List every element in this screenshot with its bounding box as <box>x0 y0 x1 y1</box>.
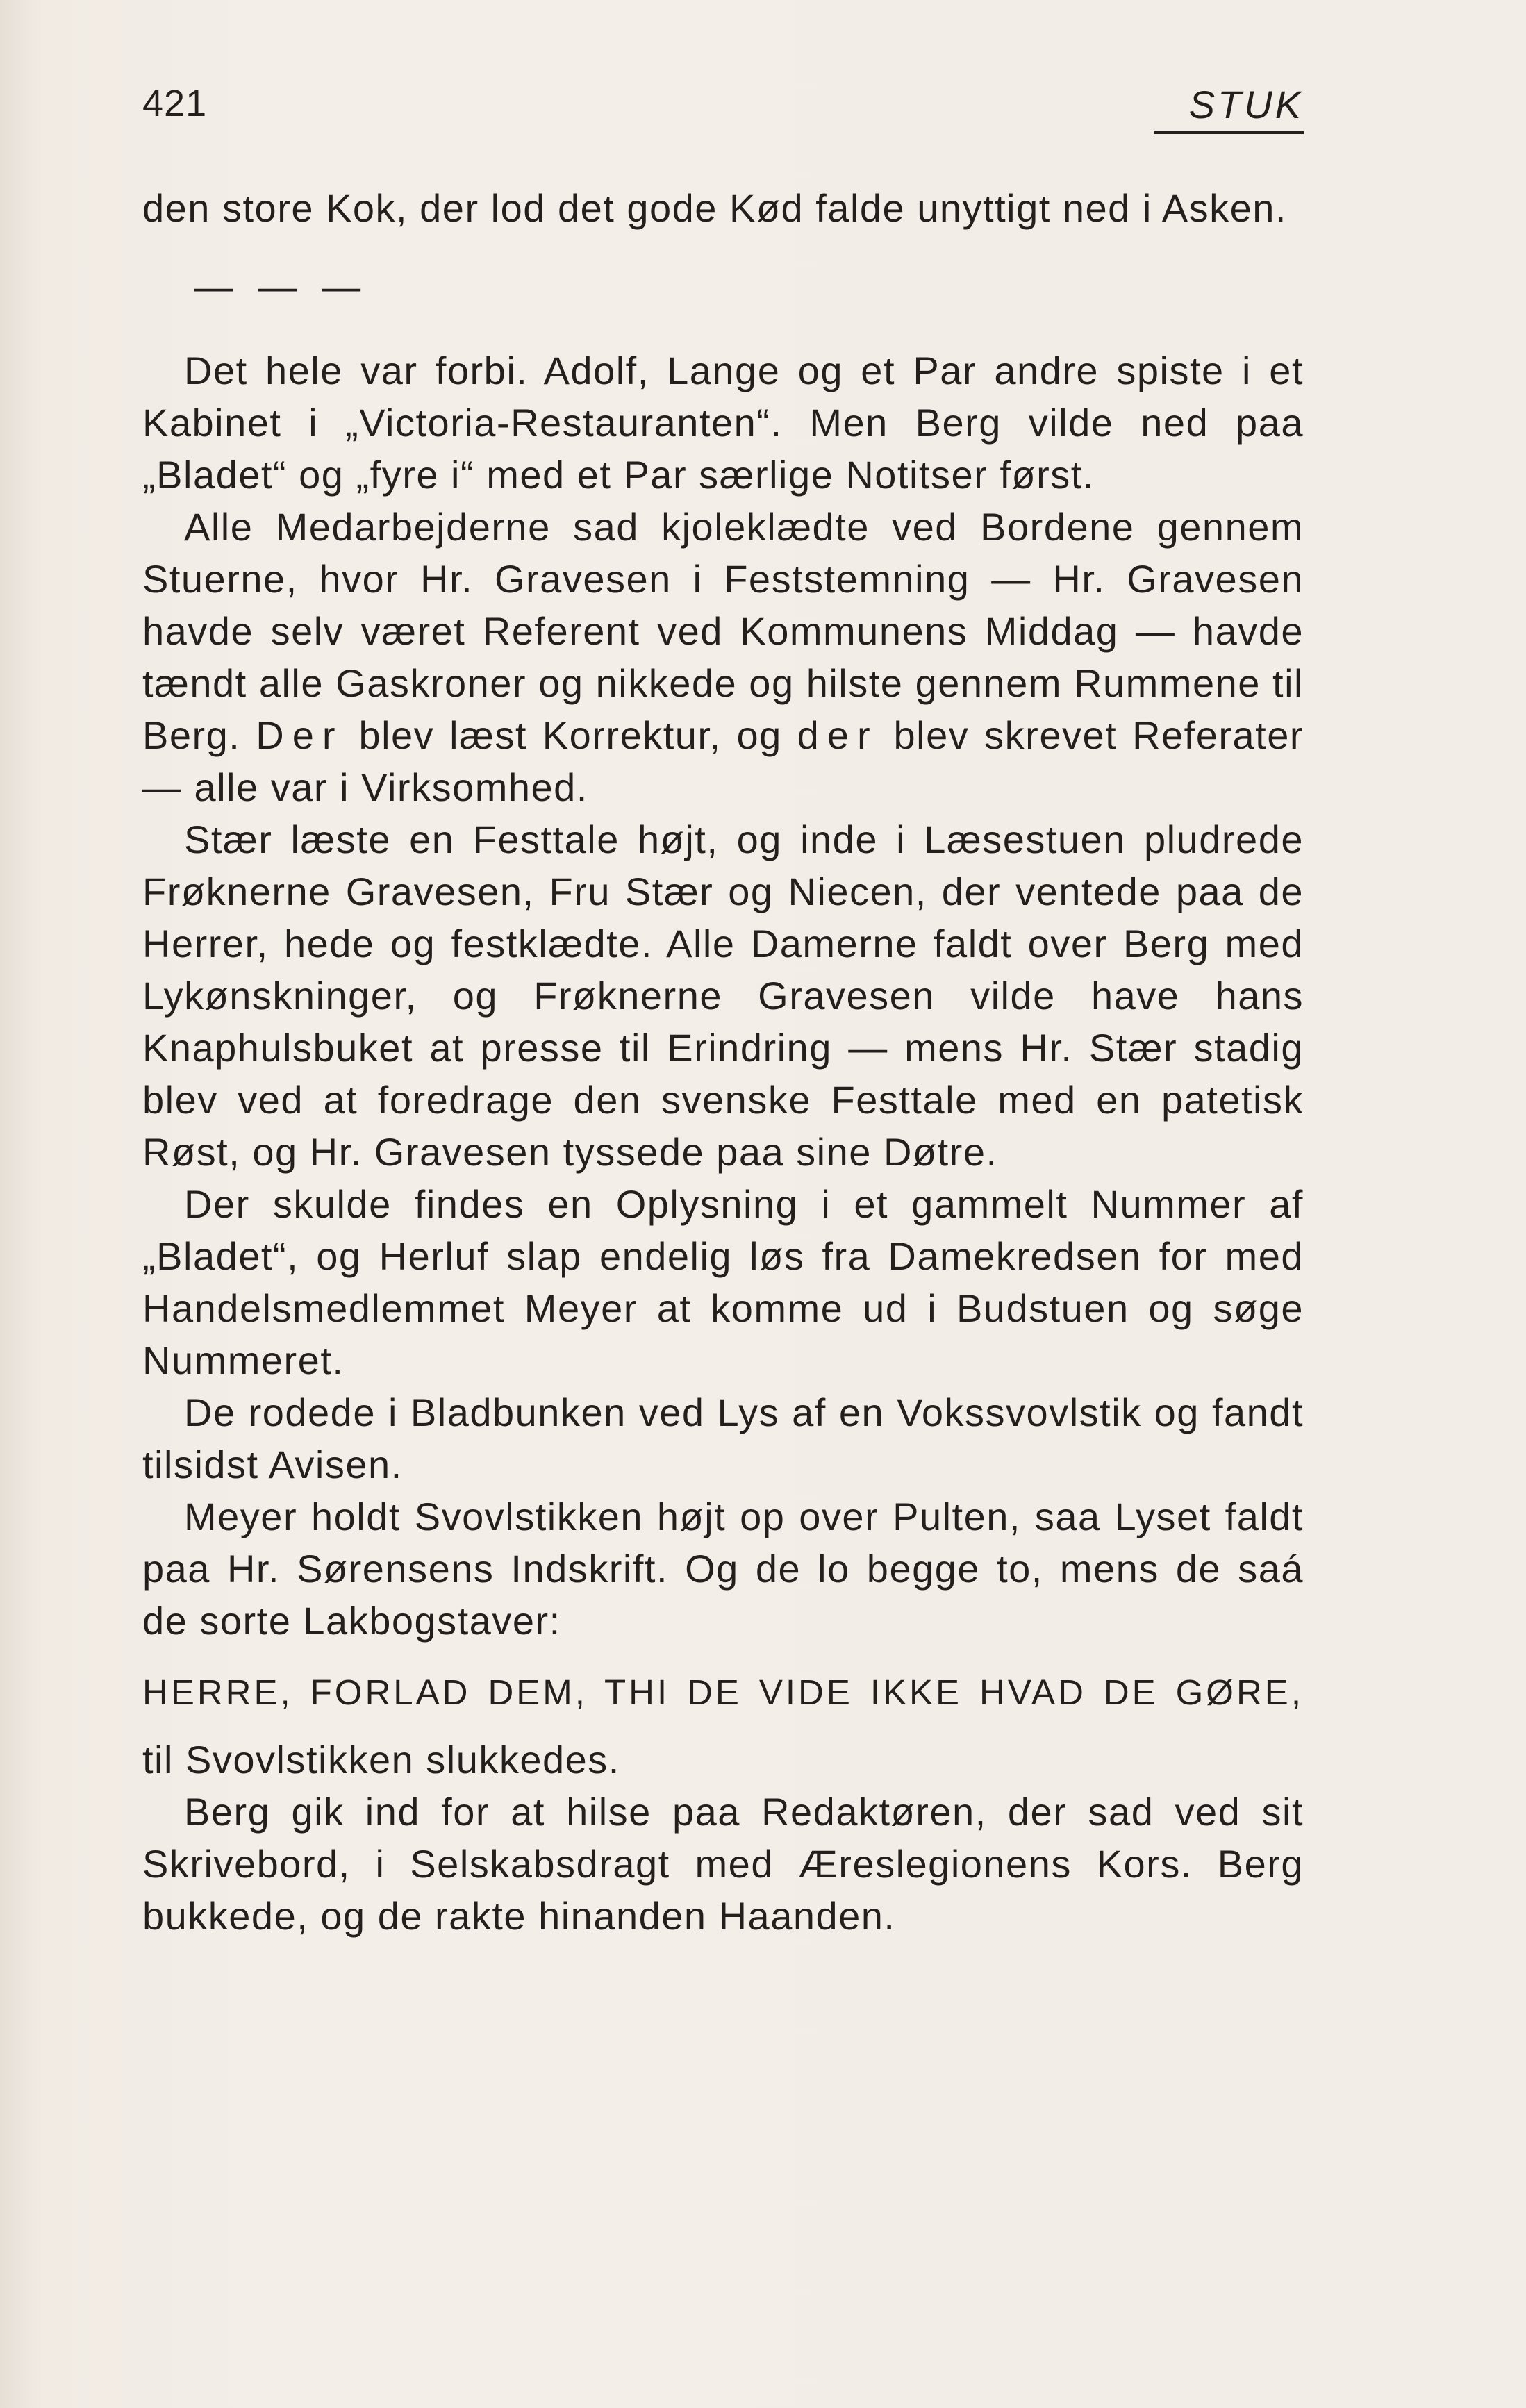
body-text <box>142 182 1304 1942</box>
page-header <box>142 82 1304 138</box>
spaced-word-der-2: der <box>797 713 879 757</box>
paragraph-2-part-3: blev skrevet Referater — alle var i Virksomhed. <box>142 713 1304 809</box>
paragraph-7: til Svovlstikken slukkedes. <box>142 1738 620 1782</box>
paragraph-1: Det hele var forbi. Adolf, Lange og et Par andre spiste i et Kabinet i „Victoria-Restauranten“. Men Berg vilde ned paa „Bladet“ og „fyre i“ med et Par særlige Notitser først. <box>142 349 1304 497</box>
section-separator: — — — <box>194 265 368 308</box>
paragraph-8: Berg gik ind for at hilse paa Redaktøren, der sad ved sit Skrivebord, i Selskabsdragt med Æreslegionens Kors. Berg bukkede, og de rakte hinanden Haanden. <box>142 1790 1304 1938</box>
paragraph-2-part-2: blev læst Korrektur, og <box>358 713 782 757</box>
paragraph-4: Der skulde findes en Oplysning i et gammelt Nummer af „Bladet“, og Herluf slap endelig løs fra Damekredsen for med Handelsmedlemmet Meyer at komme ud i Budstuen og søge Nummeret. <box>142 1182 1304 1382</box>
running-head: STUK <box>1154 82 1304 134</box>
paragraph-3: Stær læste en Festtale højt, og inde i Læsestuen pludrede Frøknerne Gravesen, Fru Stær og Niecen, der ventede paa de Herrer, hede og festklædte. Alle Damerne faldt over Berg med Lykønskninger, og Frøknerne Gravesen vilde have hans Knaphulsbuket at presse til Erindring — mens Hr. Stær stadig blev ved at foredrage den svenske Festtale med en patetisk Røst, og Hr. Gravesen tyssede paa sine Døtre. <box>142 817 1304 1174</box>
paragraph-6: Meyer holdt Svovlstikken højt op over Pulten, saa Lyset faldt paa Hr. Sørensens Indskrift. Og de lo begge to, mens de saá de sorte Lakbogstaver: <box>142 1495 1304 1643</box>
opening-paragraph: den store Kok, der lod det gode Kød falde unyttigt ned i Asken. <box>142 186 1287 230</box>
inscription: HERRE, FORLAD DEM, THI DE VIDE IKKE HVAD DE GØRE, <box>142 1672 1304 1712</box>
spaced-word-der: Der <box>256 713 344 757</box>
paragraph-5: De rodede i Bladbunken ved Lys af en Vokssvovlstik og fandt tilsidst Avisen. <box>142 1390 1304 1486</box>
paragraph-2 <box>142 501 1304 813</box>
page-number: 421 <box>142 83 208 124</box>
paragraph-2-part-1: Alle Medarbejderne sad kjoleklædte ved Bordene gennem Stuerne, hvor Hr. Gravesen i Feststemning — Hr. Gravesen havde selv været Referent ved Kommunens Middag — havde tændt alle Gaskroner og nikkede og hilste gennem Rummene til Berg. <box>142 505 1304 757</box>
